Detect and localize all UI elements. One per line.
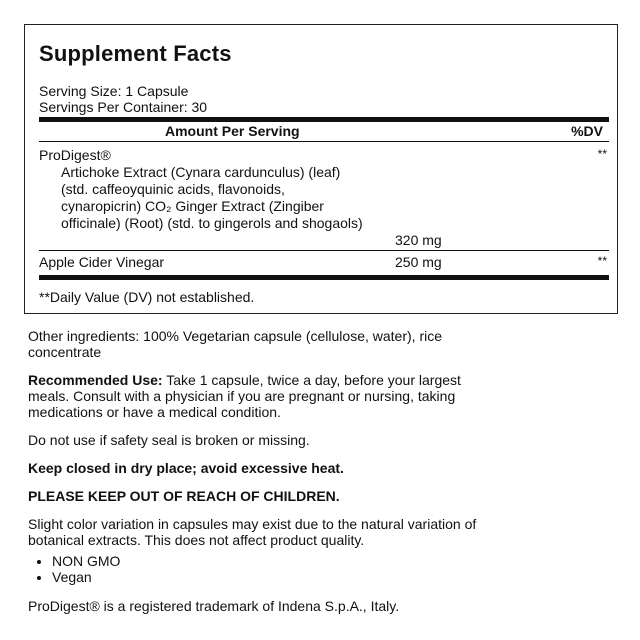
amount-per-serving-header: Amount Per Serving (165, 123, 300, 139)
vinegar-dv-stars: ** (597, 254, 607, 268)
other-ingredients-line-1: Other ingredients: 100% Vegetarian capsule (cellulose, water), rice (28, 328, 442, 344)
other-ingredients-line-2: concentrate (28, 344, 102, 360)
facts-title: Supplement Facts (39, 41, 232, 66)
thin-divider (39, 141, 609, 142)
blend-line-3: cynaropicrin) CO₂ Ginger Extract (Zingiber (61, 198, 324, 214)
blend-line-4: officinale) (Root) (std. to gingerols and shogaols) (61, 215, 363, 231)
thick-divider (39, 275, 609, 280)
list-item: • NON GMO (52, 553, 120, 569)
thick-divider (39, 117, 609, 122)
thin-divider (39, 250, 609, 251)
supplement-facts-panel (24, 24, 618, 314)
blend-line-2: (std. caffeoyquinic acids, flavonoids, (61, 181, 285, 197)
attribute-list (28, 553, 120, 585)
vinegar-name: Apple Cider Vinegar (39, 254, 165, 270)
trademark-note: ProDigest® is a registered trademark of Indena S.p.A., Italy. (28, 598, 400, 614)
recommended-use-line-1 (28, 372, 618, 388)
blend-dv-stars: ** (597, 147, 607, 161)
recommended-use-line-2: meals. Consult with a physician if you are pregnant or nursing, taking (28, 388, 456, 404)
serving-size: Serving Size: 1 Capsule (39, 83, 189, 99)
variation-note-line-2: botanical extracts. This does not affect product quality. (28, 532, 365, 548)
recommended-use-text: Take 1 capsule, twice a day, before your largest (162, 372, 461, 388)
children-warning: PLEASE KEEP OUT OF REACH OF CHILDREN. (28, 488, 340, 504)
list-item: • Vegan (52, 569, 120, 585)
safety-seal-warning: Do not use if safety seal is broken or missing. (28, 432, 310, 448)
blend-amount: 320 mg (395, 232, 442, 248)
storage-warning: Keep closed in dry place; avoid excessive heat. (28, 460, 344, 476)
servings-per-container: Servings Per Container: 30 (39, 99, 208, 115)
recommended-use-label: Recommended Use: (28, 372, 163, 388)
recommended-use-line-3: medications or have a medical condition. (28, 404, 281, 420)
variation-note-line-1: Slight color variation in capsules may exist due to the natural variation of (28, 516, 477, 532)
dv-header: %DV (571, 123, 603, 139)
dv-footnote: **Daily Value (DV) not established. (39, 289, 255, 305)
blend-line-1: Artichoke Extract (Cynara cardunculus) (leaf) (61, 164, 341, 180)
blend-name: ProDigest® (39, 147, 111, 163)
vinegar-amount: 250 mg (395, 254, 442, 270)
amount-header-row (39, 123, 609, 141)
